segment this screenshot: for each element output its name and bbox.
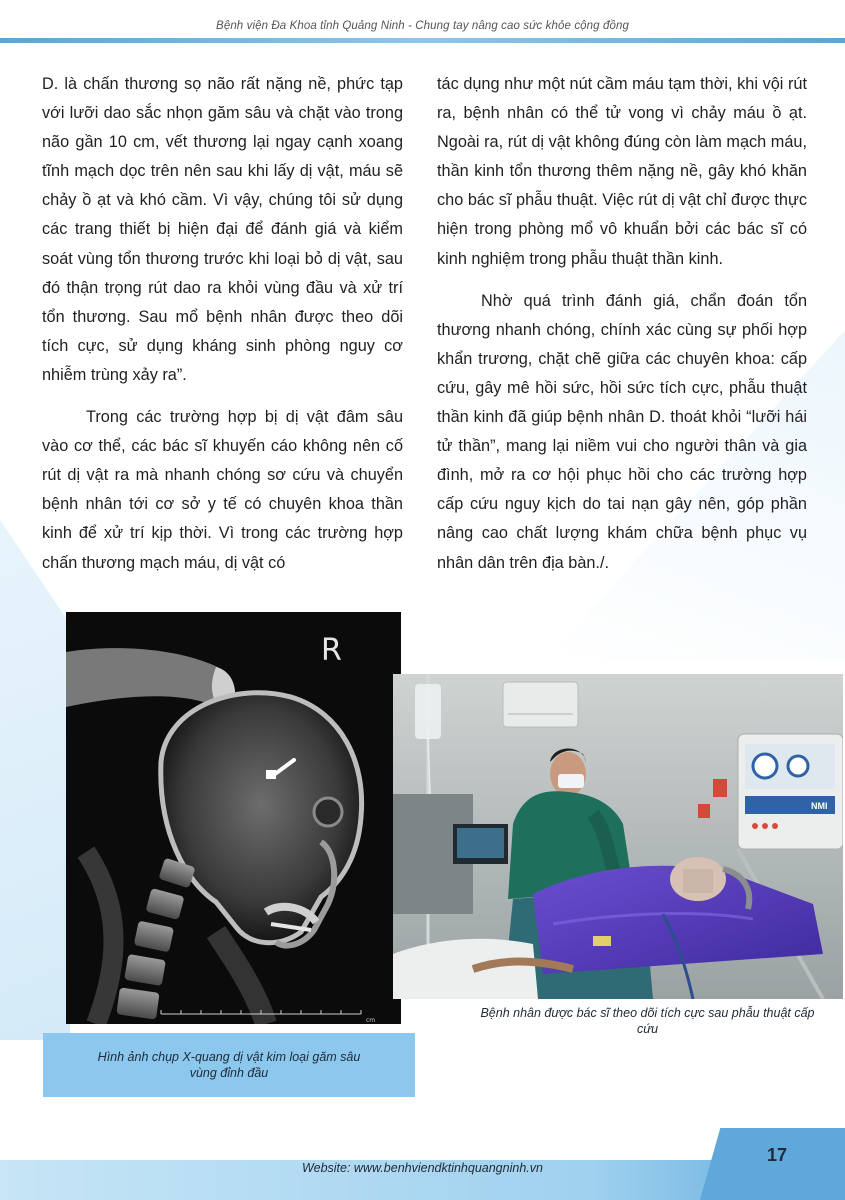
article-paragraph: tác dụng như một nút cầm máu tạm thời, khi vội rút ra, bệnh nhân có thể tử vong vì chảy máu ồ ạt. Ngoài ra, rút dị vật không đúng còn làm mạch máu, thần kinh tổn thương thêm nặng nề, gây khó khăn cho bác sĩ phẫu thuật. Việc rút dị vật chỉ được thực hiện trong phòng mổ vô khuẩn bởi các bác sĩ có kinh nghiệm trong phẫu thuật thần kinh. (437, 75, 807, 268)
article-paragraph: Nhờ quá trình đánh giá, chẩn đoán tổn thương nhanh chóng, chính xác cùng sự phối hợp khẩn trương, chặt chẽ giữa các chuyên khoa: cấp cứu, gây mê hồi sức, hồi sức tích cực, phẫu thuật thần kinh đã giúp bệnh nhân D. thoát khỏi “lưỡi hái tử thần”, mang lại niềm vui cho người thân và gia đình, mở ra cơ hội phục hồi cho các trường hợp cấp cứu nguy kịch do tai nạn gây nên, góp phần nâng cao chất lượng khám chữa bệnh phục vụ nhân dân trên địa bàn./. (437, 291, 807, 572)
xray-caption-box (43, 1033, 415, 1097)
header-text: Bệnh viện Đa Khoa tỉnh Quảng Ninh - Chung tay nâng cao sức khỏe cộng đồng (216, 20, 629, 32)
photo-caption: Bệnh nhân được bác sĩ theo dõi tích cực sau phẫu thuật cấp cứu (480, 1006, 815, 1036)
article-paragraph: Trong các trường hợp bị dị vật đâm sâu vào cơ thể, các bác sĩ khuyến cáo không nên cố rút dị vật ra mà nhanh chóng sơ cứu và chuyển bệnh nhân tới cơ sở y tế có chuyên khoa thần kinh để xử trí kịp thời. Vì trong các trường hợp chấn thương mạch máu, dị vật có (42, 408, 403, 572)
xray-scale-unit: cm (366, 1017, 376, 1024)
icu-photo-illustration (393, 674, 843, 999)
xray-caption: Hình ảnh chụp X-quang dị vật kim loại găm sâu vùng đỉnh đầu (97, 1050, 361, 1080)
xray-side-marker: R (321, 633, 342, 668)
article-paragraph: D. là chấn thương sọ não rất nặng nề, phức tạp với lưỡi dao sắc nhọn găm sâu và chặt vào trong não gần 10 cm, vết thương lại ngay cạnh xoang tĩnh mạch dọc trên nên sau khi lấy dị vật, máu sẽ chảy ồ ạt và khó cầm. Vì vậy, chúng tôi sử dụng các trang thiết bị hiện đại để đánh giá và kiểm soát vùng tổn thương trước khi loại bỏ dị vật, sau đó thận trọng rút dao ra khỏi vùng đầu và xử trí tổn thương. Sau mổ bệnh nhân được theo dõi tích cực, sử dụng kháng sinh phòng nguy cơ nhiễm trùng xảy ra”. (42, 75, 403, 384)
page-header (0, 0, 845, 44)
page-number: 17 (767, 1145, 788, 1165)
xray-image (66, 612, 401, 1024)
footer-website: Website: www.benhviendktinhquangninh.vn (302, 1161, 543, 1175)
article-column-right (437, 70, 807, 578)
article-column-left (42, 70, 403, 578)
background-decoration-left (0, 520, 70, 1040)
ventilator-label: NMI (811, 801, 828, 811)
xray-illustration (66, 612, 401, 1024)
icu-photo (393, 674, 843, 999)
header-rule (0, 38, 845, 43)
